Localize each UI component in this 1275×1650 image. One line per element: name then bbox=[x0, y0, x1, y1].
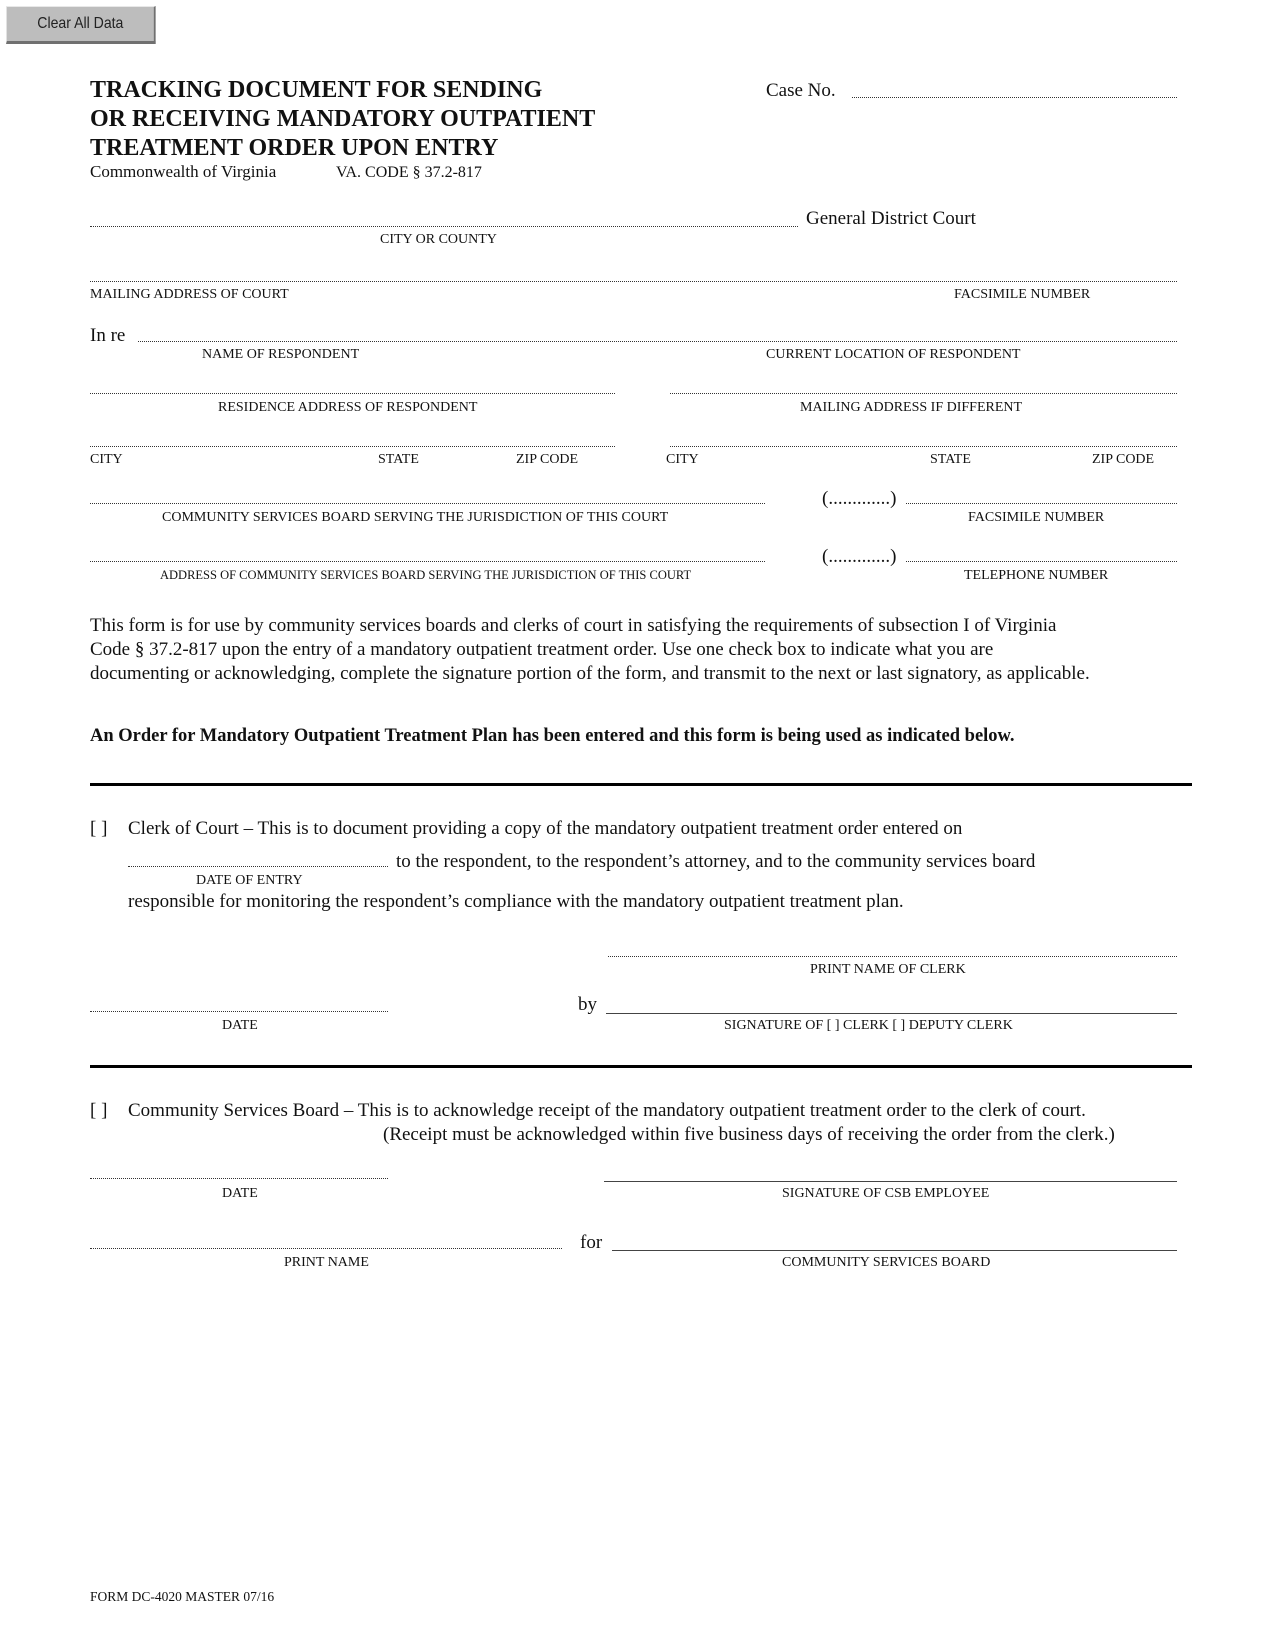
csb-signature-field[interactable] bbox=[604, 1181, 1177, 1182]
csb-print-name-label: PRINT NAME bbox=[284, 1255, 369, 1270]
jurisdiction: Commonwealth of Virginia bbox=[90, 162, 277, 181]
csb-board-label: COMMUNITY SERVICES BOARD bbox=[782, 1255, 991, 1270]
mailing-if-different-field[interactable] bbox=[670, 393, 1177, 394]
court-mailing-address-field[interactable] bbox=[90, 281, 1177, 282]
csb-fax-label: FACSIMILE NUMBER bbox=[968, 510, 1105, 525]
for-label: for bbox=[580, 1232, 603, 1253]
in-re-label: In re bbox=[90, 325, 126, 346]
case-no-label: Case No. bbox=[766, 80, 836, 101]
clerk-line-1: Clerk of Court – This is to document providing a copy of the mandatory outpatient treatment order entered on bbox=[128, 818, 963, 839]
title-line-1: TRACKING DOCUMENT FOR SENDING bbox=[90, 77, 543, 103]
title-line-3: TREATMENT ORDER UPON ENTRY bbox=[90, 135, 499, 161]
form-title bbox=[90, 76, 595, 163]
csb-fax-area-code[interactable]: (.............) bbox=[822, 488, 897, 509]
form-id-footer: FORM DC-4020 MASTER 07/16 bbox=[90, 1589, 275, 1604]
zip-label: ZIP CODE bbox=[516, 452, 579, 467]
mailing-city-state-zip-field[interactable] bbox=[670, 446, 1177, 447]
va-code: VA. CODE § 37.2-817 bbox=[336, 164, 482, 181]
city-2-label: CITY bbox=[666, 452, 699, 467]
current-location-label: CURRENT LOCATION OF RESPONDENT bbox=[766, 347, 1021, 362]
residence-address-label: RESIDENCE ADDRESS OF RESPONDENT bbox=[218, 400, 478, 415]
csb-address-field[interactable] bbox=[90, 561, 765, 562]
section-divider-2 bbox=[90, 1065, 1192, 1068]
csb-print-name-field[interactable] bbox=[90, 1248, 562, 1249]
csb-ack-line-2: (Receipt must be acknowledged within five business days of receiving the order from the clerk.) bbox=[383, 1124, 1115, 1145]
csb-checkbox[interactable]: [ ] bbox=[90, 1100, 108, 1121]
section-divider-1 bbox=[90, 783, 1192, 786]
csb-phone-area-code[interactable]: (.............) bbox=[822, 546, 897, 567]
instructions-line-1: This form is for use by community services boards and clerks of court in satisfying the requirements of subsection I of Virginia bbox=[90, 615, 1057, 636]
respondent-name-label: NAME OF RESPONDENT bbox=[202, 347, 360, 362]
csb-board-field[interactable] bbox=[612, 1250, 1177, 1251]
court-facsimile-label: FACSIMILE NUMBER bbox=[954, 287, 1091, 302]
clerk-date-field[interactable] bbox=[90, 1011, 388, 1012]
instructions-line-3: documenting or acknowledging, complete the signature portion of the form, and transmit to the next or last signatory, as applicable. bbox=[90, 663, 1090, 684]
clerk-signature-field[interactable] bbox=[606, 1013, 1177, 1014]
csb-date-label: DATE bbox=[222, 1186, 258, 1201]
title-line-2: OR RECEIVING MANDATORY OUTPATIENT bbox=[90, 106, 596, 132]
court-mailing-address-label: MAILING ADDRESS OF COURT bbox=[90, 287, 289, 302]
order-notice: An Order for Mandatory Outpatient Treatment Plan has been entered and this form is being used as indicated below. bbox=[90, 726, 1015, 746]
clerk-print-name-label: PRINT NAME OF CLERK bbox=[810, 962, 966, 977]
city-label: CITY bbox=[90, 452, 123, 467]
state-2-label: STATE bbox=[930, 452, 971, 467]
zip-2-label: ZIP CODE bbox=[1092, 452, 1155, 467]
instructions-paragraph bbox=[90, 614, 1210, 686]
clerk-date-label: DATE bbox=[222, 1018, 258, 1033]
csb-ack-line-1: Community Services Board – This is to acknowledge receipt of the mandatory outpatient treatment order to the clerk of court. bbox=[128, 1100, 1086, 1121]
clerk-line-3: responsible for monitoring the respondent’s compliance with the mandatory outpatient treatment plan. bbox=[128, 891, 904, 912]
csb-date-field[interactable] bbox=[90, 1178, 388, 1179]
court-suffix: General District Court bbox=[806, 208, 976, 229]
clerk-print-name-field[interactable] bbox=[608, 956, 1177, 957]
mailing-if-different-label: MAILING ADDRESS IF DIFFERENT bbox=[800, 400, 1023, 415]
csb-fax-field[interactable] bbox=[906, 503, 1177, 504]
instructions-line-2: Code § 37.2-817 upon the entry of a mandatory outpatient treatment order. Use one check box to indicate what you are bbox=[90, 639, 994, 660]
csb-name-field[interactable] bbox=[90, 503, 765, 504]
clerk-line-2: to the respondent, to the respondent’s attorney, and to the community services board bbox=[396, 851, 1036, 872]
respondent-name-field[interactable] bbox=[138, 341, 1177, 342]
city-or-county-label: CITY OR COUNTY bbox=[380, 232, 497, 247]
residence-city-state-zip-field[interactable] bbox=[90, 446, 615, 447]
csb-address-label: ADDRESS OF COMMUNITY SERVICES BOARD SERVING THE JURISDICTION OF THIS COURT bbox=[160, 568, 692, 582]
csb-phone-label: TELEPHONE NUMBER bbox=[964, 568, 1109, 583]
residence-address-field[interactable] bbox=[90, 393, 615, 394]
csb-phone-field[interactable] bbox=[906, 561, 1177, 562]
clerk-checkbox[interactable]: [ ] bbox=[90, 818, 108, 839]
city-or-county-field[interactable] bbox=[90, 226, 798, 227]
clerk-signature-label: SIGNATURE OF [ ] CLERK [ ] DEPUTY CLERK bbox=[724, 1018, 1013, 1033]
state-label: STATE bbox=[378, 452, 419, 467]
date-of-entry-field[interactable] bbox=[128, 866, 388, 867]
csb-signature-label: SIGNATURE OF CSB EMPLOYEE bbox=[782, 1186, 990, 1201]
clear-all-data-button[interactable]: Clear All Data bbox=[6, 6, 156, 44]
date-of-entry-label: DATE OF ENTRY bbox=[196, 873, 303, 888]
by-label: by bbox=[578, 994, 597, 1015]
case-no-field[interactable] bbox=[852, 97, 1177, 98]
csb-name-label: COMMUNITY SERVICES BOARD SERVING THE JURISDICTION OF THIS COURT bbox=[162, 510, 669, 525]
